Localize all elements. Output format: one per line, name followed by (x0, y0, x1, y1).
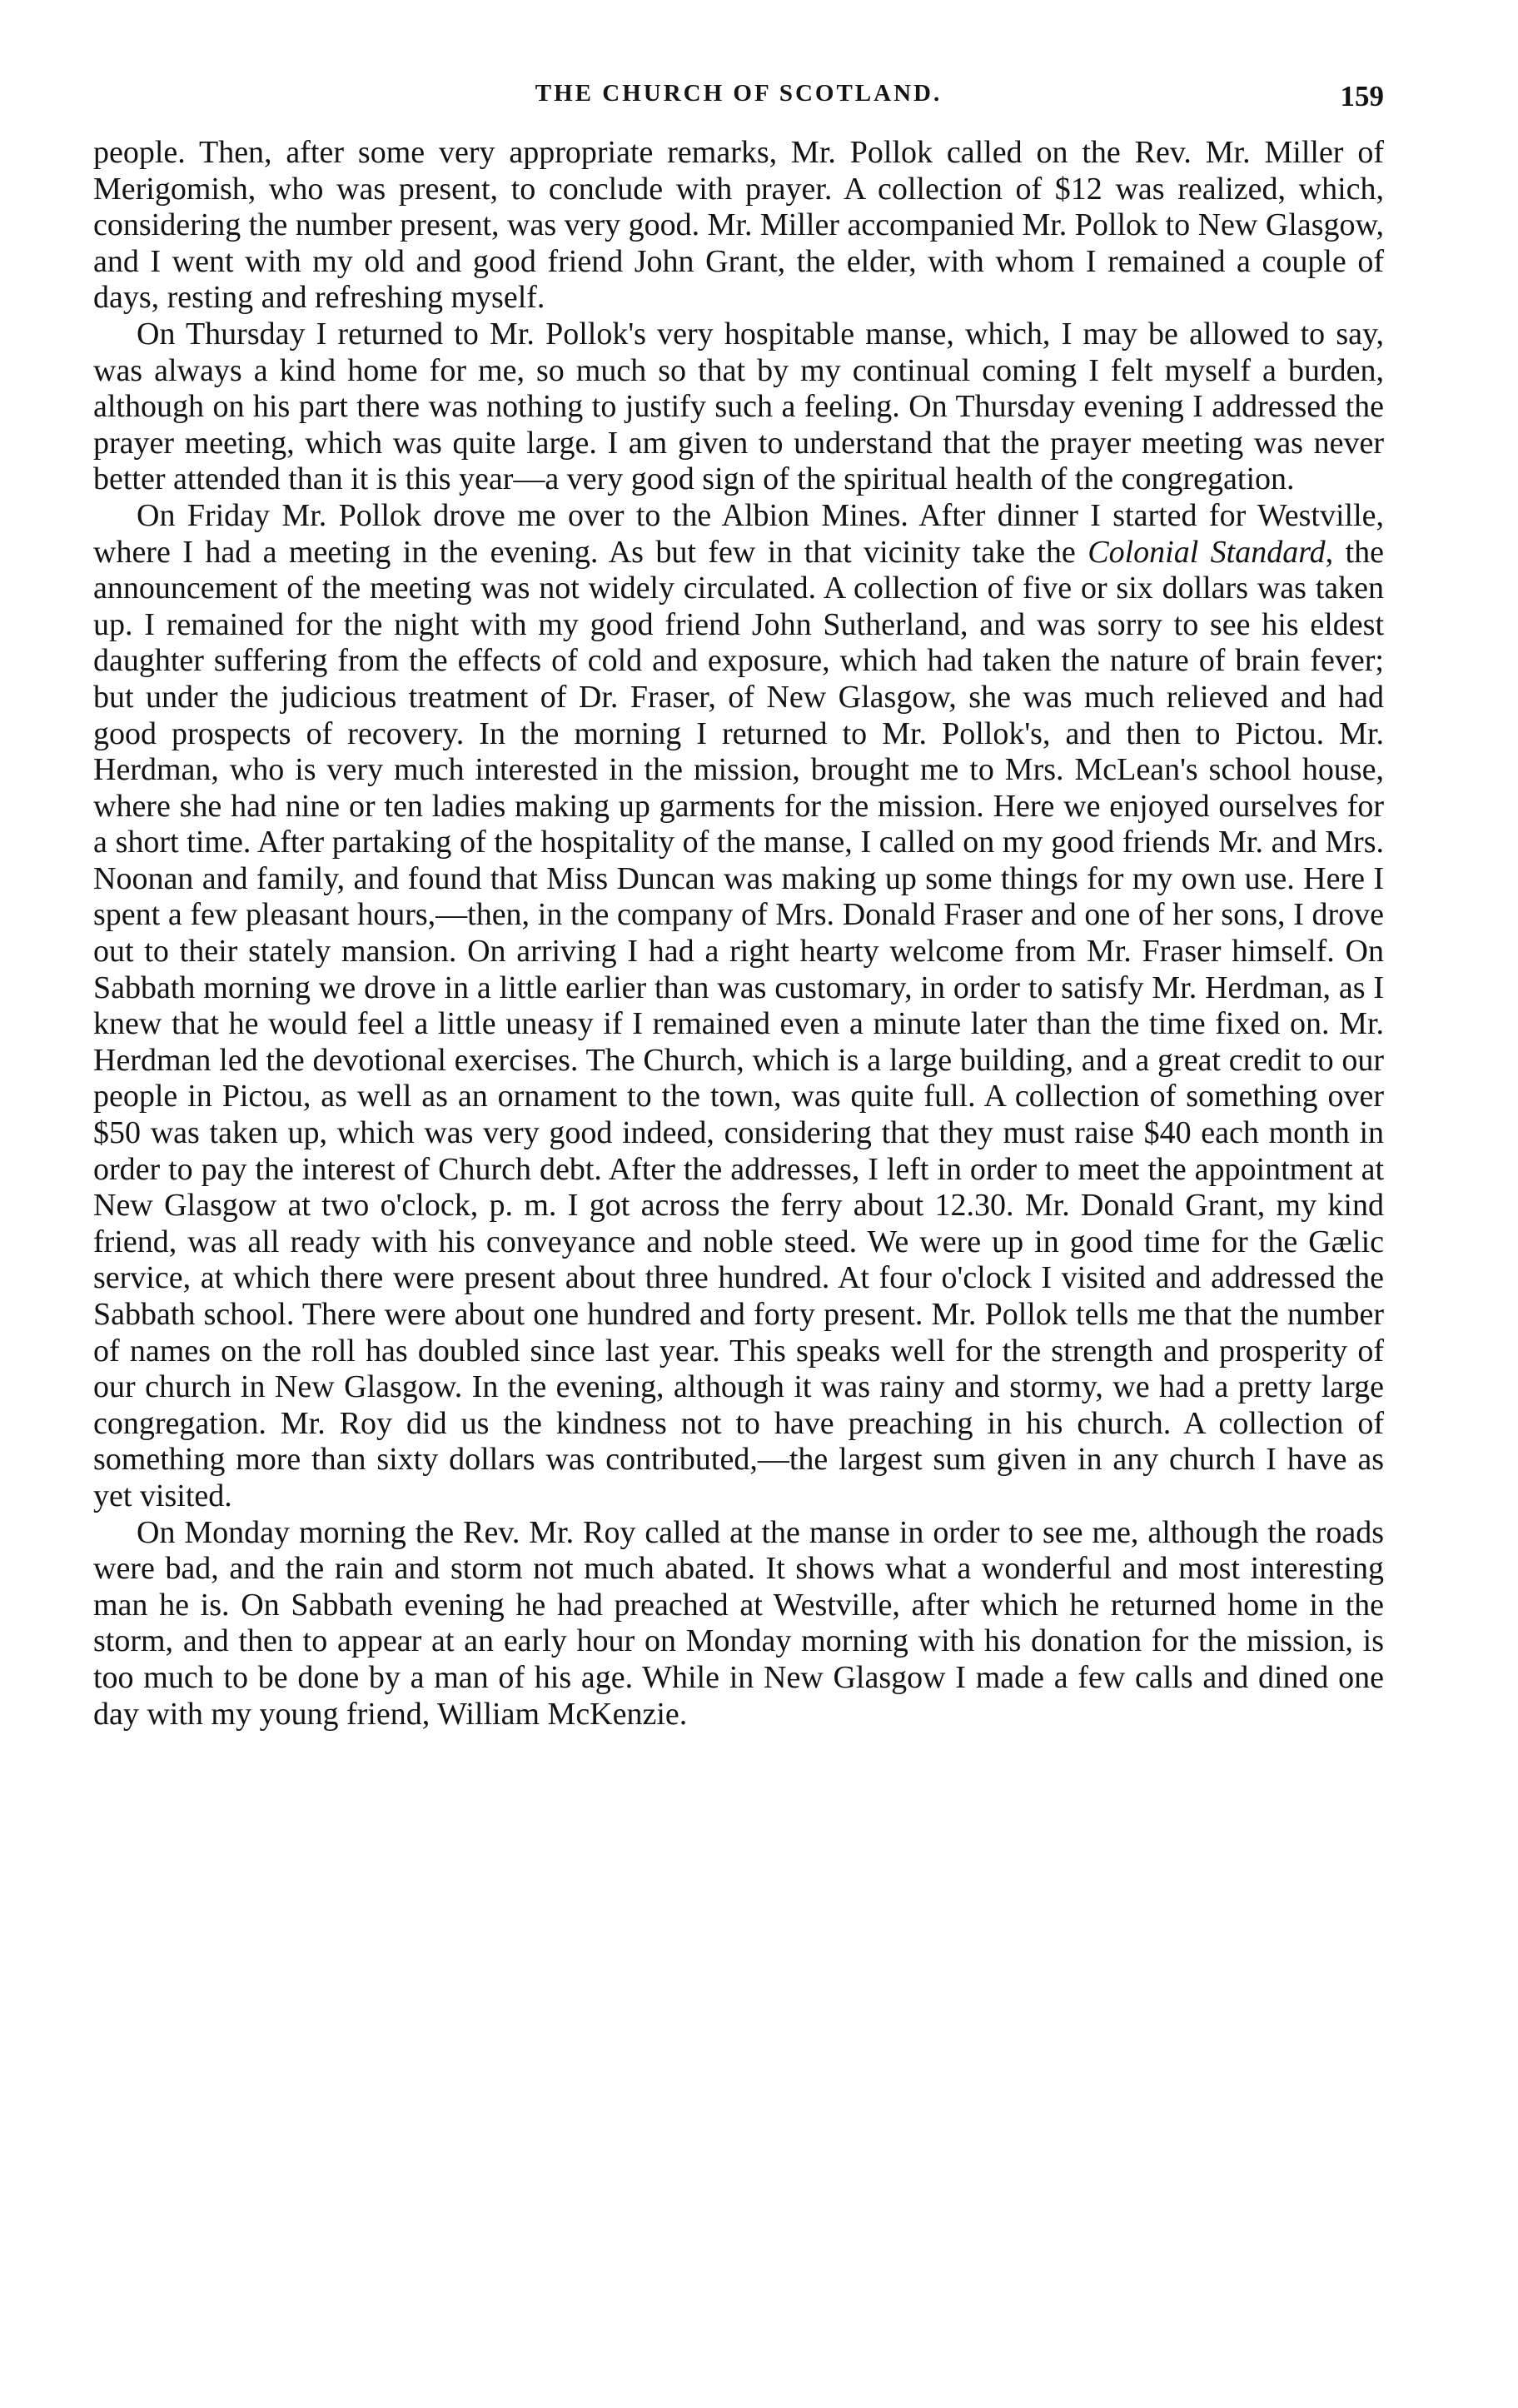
paragraph-4: On Monday morning the Rev. Mr. Roy called at the manse in order to see me, although the roads were bad, and the rain and storm not much abated. It shows what a wonderful and most interesting man he is. On Sabbath evening he had preached at Westville, after which he returned home in the storm, and then to appear at an early hour on Monday morning with his donation for the mission, is too much to be done by a man of his age. While in New Glasgow I made a few calls and dined one day with my young friend, William McKenzie. (93, 1514, 1384, 1732)
book-page (93, 0, 1384, 2408)
paragraph-2: On Thursday I returned to Mr. Pollok's very hospitable manse, which, I may be allowed to say, was always a kind home for me, so much so that by my continual coming I felt myself a burden, although on his part there was nothing to justify such a feeling. On Thursday evening I addressed the prayer meeting, which was quite large. I am given to understand that the prayer meeting was never better attended than it is this year—a very good sign of the spiritual health of the congregation. (93, 316, 1384, 497)
running-head (93, 80, 1384, 122)
body-text (93, 135, 1384, 1732)
paragraph-3-text-after: , the announcement of the meeting was not widely circulated. A collection of five or six dollars was taken up. I remained for the night with my good friend John Sutherland, and was sorry to see his eldest daughter suffering from the effects of cold and exposure, which had taken the nature of brain fever; but under the judicious treatment of Dr. Fraser, of New Glasgow, she was much relieved and had good prospects of recovery. In the morning I returned to Mr. Pollok's, and then to Pictou. Mr. Herdman, who is very much interested in the mission, brought me to Mrs. McLean's school house, where she had nine or ten ladies making up garments for the mission. Here we enjoyed ourselves for a short time. After partaking of the hospitality of the manse, I called on my good friends Mr. and Mrs. Noonan and family, and found that Miss Duncan was making up some things for my own use. Here I spent a few pleasant hours,—then, in the company of Mrs. Donald Fraser and one of her sons, I drove out to their stately mansion. On arriving I had a right hearty welcome from Mr. Fraser himself. On Sabbath morning we drove in a little earlier than was customary, in order to satisfy Mr. Herdman, as I knew that he would feel a little uneasy if I remained even a minute later than the time fixed on. Mr. Herdman led the devotional exercises. The Church, which is a large building, and a great credit to our people in Pictou, as well as an ornament to the town, was quite full. A collection of something over $50 was taken up, which was very good indeed, considering that they must raise $40 each month in order to pay the interest of Church debt. After the addresses, I left in order to meet the appointment at New Glasgow at two o'clock, p. m. I got across the ferry about 12.30. Mr. Donald Grant, my kind friend, was all ready with his conveyance and noble steed. We were up in good time for the Gælic service, at which there were present about three hundred. At four o'clock I visited and addressed the Sabbath school. There were about one hundred and forty present. Mr. Pollok tells me that the number of names on the roll has doubled since last year. This speaks well for the strength and prosperity of our church in New Glasgow. In the evening, although it was rainy and stormy, we had a pretty large congregation. Mr. Roy did us the kindness not to have preaching in his church. A collection of something more than sixty dollars was contributed,—the largest sum given in any church I have as yet visited. (93, 534, 1384, 1513)
running-title: THE CHURCH OF SCOTLAND. (535, 80, 943, 107)
paragraph-1: people. Then, after some very appropriate remarks, Mr. Pollok called on the Rev. Mr. Miller of Merigomish, who was present, to conclude with prayer. A collection of $12 was realized, which, considering the number present, was very good. Mr. Miller accompanied Mr. Pollok to New Glasgow, and I went with my old and good friend John Grant, the elder, with whom I remained a couple of days, resting and refreshing myself. (93, 135, 1384, 316)
page-number: 159 (1340, 80, 1384, 112)
paragraph-3 (93, 498, 1384, 1515)
paragraph-3-text-before: On Friday Mr. Pollok drove me over to the Albion Mines. After dinner I started for Westville, where I had a meeting in the evening. As but few in that vicinity take the (93, 497, 1384, 570)
newspaper-title: Colonial Standard (1087, 534, 1326, 570)
